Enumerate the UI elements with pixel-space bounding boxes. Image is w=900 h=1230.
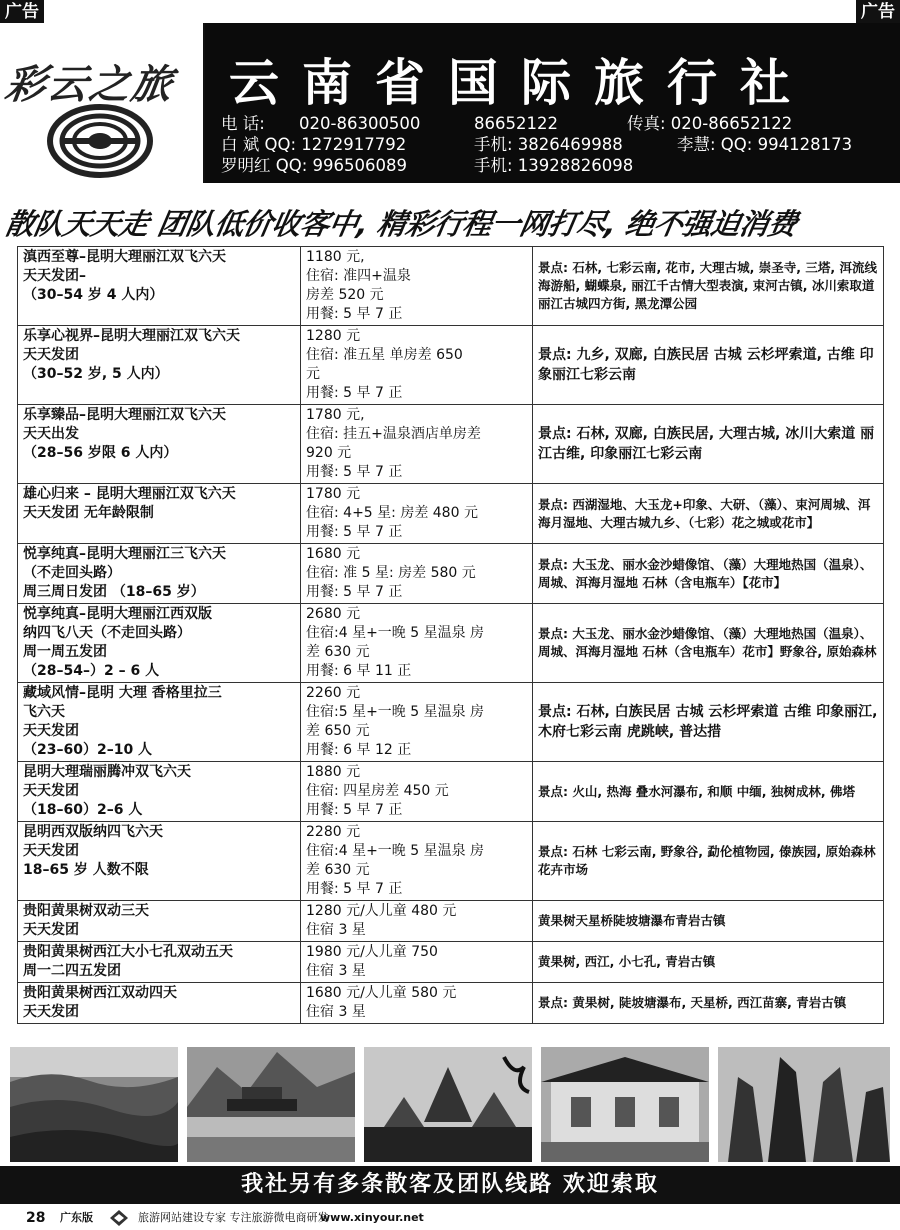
route-detail-line: 住宿 3 星 bbox=[306, 963, 366, 979]
route-row bbox=[18, 822, 884, 901]
route-detail-line: 用餐: 5 早 7 正 bbox=[306, 524, 403, 540]
route-sights bbox=[533, 901, 884, 942]
route-sights-text: 景点: 石林, 白族民居 古城 云杉坪索道 古维 印象丽江, 木府七彩云南 虎跳峡, 普达措 bbox=[538, 704, 878, 740]
route-detail-line: 差 630 元 bbox=[306, 862, 370, 878]
route-price-details bbox=[301, 762, 533, 822]
route-name-line: 天天发团 bbox=[23, 783, 79, 799]
bai-mobile: 手机: 3826469988 bbox=[474, 135, 623, 154]
route-sights bbox=[533, 484, 884, 544]
routes-table bbox=[17, 246, 884, 1024]
route-price-details bbox=[301, 822, 533, 901]
route-detail-line: 1180 元, bbox=[306, 249, 365, 265]
route-price-details bbox=[301, 405, 533, 484]
route-detail-line: 住宿:5 星+一晚 5 星温泉 房 bbox=[306, 704, 485, 720]
route-detail-line: 2280 元 bbox=[306, 824, 361, 840]
route-row bbox=[18, 405, 884, 484]
ad-tag-left: 广告 bbox=[0, 0, 44, 24]
route-sights bbox=[533, 544, 884, 604]
route-sights bbox=[533, 247, 884, 326]
route-detail-line: 2260 元 bbox=[306, 685, 361, 701]
luo-qq: 罗明红 QQ: 996506089 bbox=[221, 156, 408, 175]
route-sights-text: 景点: 火山, 热海 叠水河瀑布, 和顺 中缅, 独树成林, 佛塔 bbox=[538, 783, 855, 799]
route-sights bbox=[533, 983, 884, 1024]
route-name-line: （不走回头路） bbox=[23, 565, 121, 581]
route-detail-line: 920 元 bbox=[306, 445, 352, 461]
route-name-line: 18–65 岁 人数不限 bbox=[23, 862, 149, 878]
route-name-line: 乐享臻品–昆明大理丽江双飞六天 bbox=[23, 407, 226, 423]
photo-terraced-village bbox=[10, 1047, 178, 1162]
route-detail-line: 1980 元/人儿童 750 bbox=[306, 944, 438, 960]
route-detail-line: 1880 元 bbox=[306, 764, 361, 780]
route-price-details bbox=[301, 983, 533, 1024]
route-detail-line: 用餐: 5 早 7 正 bbox=[306, 881, 403, 897]
route-row bbox=[18, 942, 884, 983]
route-name bbox=[18, 405, 301, 484]
route-name-line: 悦享纯真–昆明大理丽江三飞六天 bbox=[23, 546, 226, 562]
route-sights-text: 景点: 大玉龙、丽水金沙蜡像馆、（藻）大理地热国（温泉）、周城、洱海月湿地 石林（含电瓶车）花市】野象谷, 原始森林 bbox=[538, 626, 877, 659]
route-name-line: 昆明大理瑞丽腾冲双飞六天 bbox=[23, 764, 191, 780]
route-detail-line: 1680 元 bbox=[306, 546, 361, 562]
route-name-line: 天天出发 bbox=[23, 426, 79, 442]
ad-tag-right: 广告 bbox=[856, 0, 900, 24]
route-detail-line: 住宿: 4+5 星: 房差 480 元 bbox=[306, 505, 478, 521]
route-detail-line: 住宿: 准五星 单房差 650 bbox=[306, 347, 463, 363]
route-detail-line: 住宿: 挂五+温泉酒店单房差 bbox=[306, 426, 481, 442]
route-sights-text: 黄果树天星桥陡坡塘瀑布青岩古镇 bbox=[538, 913, 726, 928]
route-name-line: （28–56 岁限 6 人内） bbox=[23, 445, 178, 461]
route-price-details bbox=[301, 942, 533, 983]
diamond-logo-icon bbox=[110, 1210, 128, 1226]
route-detail-line: 差 630 元 bbox=[306, 644, 370, 660]
luo-mobile: 手机: 13928826098 bbox=[474, 156, 634, 175]
route-name-line: （18–60）2–6 人 bbox=[23, 802, 143, 818]
route-price-details bbox=[301, 484, 533, 544]
route-name bbox=[18, 247, 301, 326]
route-sights-text: 景点: 石林, 七彩云南, 花市, 大理古城, 崇圣寺, 三塔, 洱流线海游船, 蝴蝶泉, 丽江千古情大型表演, 束河古镇, 冰川索取道丽江古城四方街, 黑龙潭公园 bbox=[538, 260, 877, 311]
photo-strip bbox=[10, 1047, 890, 1162]
route-detail-line: 用餐: 6 早 11 正 bbox=[306, 663, 412, 679]
route-sights-text: 景点: 大玉龙、丽水金沙蜡像馆、（藻）大理地热国（温泉）、周城、洱海月湿地 石林（含电瓶车）【花市】 bbox=[538, 556, 873, 590]
bottom-strip bbox=[0, 1206, 900, 1230]
route-price-details bbox=[301, 604, 533, 683]
route-name-line: 贵阳黄果树西江大小七孔双动五天 bbox=[23, 944, 233, 960]
route-detail-line: 1780 元, bbox=[306, 407, 365, 423]
route-row bbox=[18, 762, 884, 822]
route-name-line: （23–60）2–10 人 bbox=[23, 742, 153, 758]
route-detail-line: 1280 元 bbox=[306, 328, 361, 344]
route-name bbox=[18, 983, 301, 1024]
route-sights bbox=[533, 942, 884, 983]
route-sights-text: 景点: 九乡, 双廊, 白族民居 古城 云杉坪索道, 古维 印象丽江七彩云南 bbox=[538, 347, 874, 383]
route-name-line: 飞六天 bbox=[23, 704, 65, 720]
route-price-details bbox=[301, 247, 533, 326]
route-detail-line: 用餐: 6 早 12 正 bbox=[306, 742, 412, 758]
route-name-line: 天天发团 bbox=[23, 843, 79, 859]
route-name-line: 天天发团– bbox=[23, 268, 86, 284]
publisher-slogan: 旅游网站建设专家 专注旅游微电商研发 bbox=[138, 1211, 329, 1224]
route-name-line: 藏域风情–昆明 大理 香格里拉三 bbox=[23, 685, 222, 701]
header bbox=[0, 23, 900, 183]
photo-dai-temple bbox=[364, 1047, 532, 1162]
route-name-line: 天天发团 bbox=[23, 347, 79, 363]
route-sights bbox=[533, 822, 884, 901]
slogan: 散队天天走 团队低价收客中, 精彩行程一网打尽, 绝不强迫消费 bbox=[2, 207, 800, 241]
route-name-line: 天天发团 bbox=[23, 922, 79, 938]
photo-black-dragon-pool bbox=[187, 1047, 355, 1162]
route-name bbox=[18, 484, 301, 544]
route-name-line: 乐享心视界–昆明大理丽江双飞六天 bbox=[23, 328, 240, 344]
route-detail-line: 1680 元/人儿童 580 元 bbox=[306, 985, 457, 1001]
route-name bbox=[18, 942, 301, 983]
route-row bbox=[18, 683, 884, 762]
route-detail-line: 差 650 元 bbox=[306, 723, 370, 739]
route-name bbox=[18, 901, 301, 942]
fax: 传真: 020-86652122 bbox=[627, 114, 793, 133]
route-name-line: 昆明西双版纳四飞六天 bbox=[23, 824, 163, 840]
route-sights-text: 景点: 黄果树, 陡坡塘瀑布, 天星桥, 西江苗寨, 青岩古镇 bbox=[538, 995, 847, 1010]
route-detail-line: 2680 元 bbox=[306, 606, 361, 622]
route-detail-line: 房差 520 元 bbox=[306, 287, 384, 303]
route-detail-line: 用餐: 5 早 7 正 bbox=[306, 306, 403, 322]
phone-2: 86652122 bbox=[474, 114, 558, 133]
route-name bbox=[18, 822, 301, 901]
route-sights bbox=[533, 683, 884, 762]
route-name-line: 周三周日发团 （18–65 岁） bbox=[23, 584, 205, 600]
route-detail-line: 用餐: 5 早 7 正 bbox=[306, 802, 403, 818]
route-name bbox=[18, 544, 301, 604]
route-row bbox=[18, 604, 884, 683]
route-sights bbox=[533, 405, 884, 484]
agency-name: 云南省国际旅行社 bbox=[229, 54, 813, 112]
route-name-line: （28–54–）2 – 6 人 bbox=[23, 663, 160, 679]
route-row bbox=[18, 326, 884, 405]
route-name-line: （30–52 岁, 5 人内） bbox=[23, 366, 169, 382]
route-sights-text: 景点: 西湖湿地、大玉龙+印象、大研、（藻）、束河周城、洱海月湿地、大理古城九乡、（七彩）花之城或花市】 bbox=[538, 496, 871, 530]
route-name-line: 天天发团 无年龄限制 bbox=[23, 505, 154, 521]
route-price-details bbox=[301, 326, 533, 405]
route-detail-line: 1280 元/人儿童 480 元 bbox=[306, 903, 457, 919]
route-detail-line: 住宿:4 星+一晚 5 星温泉 房 bbox=[306, 625, 485, 641]
website-link[interactable]: www.xinyour.net bbox=[320, 1211, 424, 1224]
edition-label: 广东版 bbox=[60, 1211, 93, 1224]
route-sights bbox=[533, 326, 884, 405]
route-row bbox=[18, 901, 884, 942]
footer-banner: 我社另有多条散客及团队线路 欢迎索取 bbox=[0, 1166, 900, 1204]
route-sights-text: 景点: 石林 七彩云南, 野象谷, 勐伦植物园, 傣族园, 原始森林花卉市场 bbox=[538, 844, 876, 877]
agency-banner bbox=[205, 23, 900, 183]
route-name-line: 贵阳黄果树双动三天 bbox=[23, 903, 149, 919]
route-sights bbox=[533, 762, 884, 822]
logo bbox=[0, 23, 205, 183]
route-detail-line: 住宿: 准 5 星: 房差 580 元 bbox=[306, 565, 476, 581]
route-detail-line: 1780 元 bbox=[306, 486, 361, 502]
route-name-line: 周一二四五发团 bbox=[23, 963, 121, 979]
route-detail-line: 用餐: 5 早 7 正 bbox=[306, 584, 403, 600]
route-name-line: （30–54 岁 4 人内） bbox=[23, 287, 164, 303]
route-name-line: 周一周五发团 bbox=[23, 644, 107, 660]
route-detail-line: 用餐: 5 早 7 正 bbox=[306, 385, 403, 401]
route-price-details bbox=[301, 901, 533, 942]
route-name-line: 悦享纯真–昆明大理丽江西双版 bbox=[23, 606, 212, 622]
route-name-line: 贵阳黄果树西江双动四天 bbox=[23, 985, 177, 1001]
route-name-line: 雄心归来 – 昆明大理丽江双飞六天 bbox=[23, 486, 236, 502]
route-name bbox=[18, 762, 301, 822]
route-name-line: 天天发团 bbox=[23, 1004, 79, 1020]
route-detail-line: 住宿: 四星房差 450 元 bbox=[306, 783, 449, 799]
globe-emblem-icon bbox=[40, 101, 160, 181]
logo-text: 彩云之旅 bbox=[2, 61, 177, 108]
route-detail-line: 住宿 3 星 bbox=[306, 922, 366, 938]
route-name-line: 天天发团 bbox=[23, 723, 79, 739]
page-number: 28 bbox=[26, 1210, 46, 1226]
route-name bbox=[18, 326, 301, 405]
route-row bbox=[18, 983, 884, 1024]
route-detail-line: 住宿 3 星 bbox=[306, 1004, 366, 1020]
route-price-details bbox=[301, 544, 533, 604]
route-sights-text: 黄果树, 西江, 小七孔, 青岩古镇 bbox=[538, 954, 716, 969]
li-qq: 李慧: QQ: 994128173 bbox=[677, 135, 853, 154]
route-row bbox=[18, 247, 884, 326]
route-price-details bbox=[301, 683, 533, 762]
route-sights bbox=[533, 604, 884, 683]
route-row bbox=[18, 544, 884, 604]
route-name-line: 纳四飞八天（不走回头路） bbox=[23, 625, 191, 641]
photo-stone-forest bbox=[718, 1047, 890, 1162]
route-name bbox=[18, 604, 301, 683]
bai-qq: 白 斌 QQ: 1272917792 bbox=[221, 135, 407, 154]
route-detail-line: 元 bbox=[306, 366, 320, 382]
photo-naxi-courtyard bbox=[541, 1047, 709, 1162]
route-detail-line: 住宿:4 星+一晚 5 星温泉 房 bbox=[306, 843, 485, 859]
route-detail-line: 用餐: 5 早 7 正 bbox=[306, 464, 403, 480]
route-name-line: 滇西至尊–昆明大理丽江双飞六天 bbox=[23, 249, 226, 265]
route-sights-text: 景点: 石林, 双廊, 白族民居, 大理古城, 冰川大索道 丽江古维, 印象丽江七彩云南 bbox=[538, 426, 875, 462]
route-detail-line: 住宿: 准四+温泉 bbox=[306, 268, 411, 284]
phone-1: 020-86300500 bbox=[299, 114, 421, 133]
phone-label: 电 话: bbox=[221, 114, 265, 133]
route-name bbox=[18, 683, 301, 762]
route-row bbox=[18, 484, 884, 544]
